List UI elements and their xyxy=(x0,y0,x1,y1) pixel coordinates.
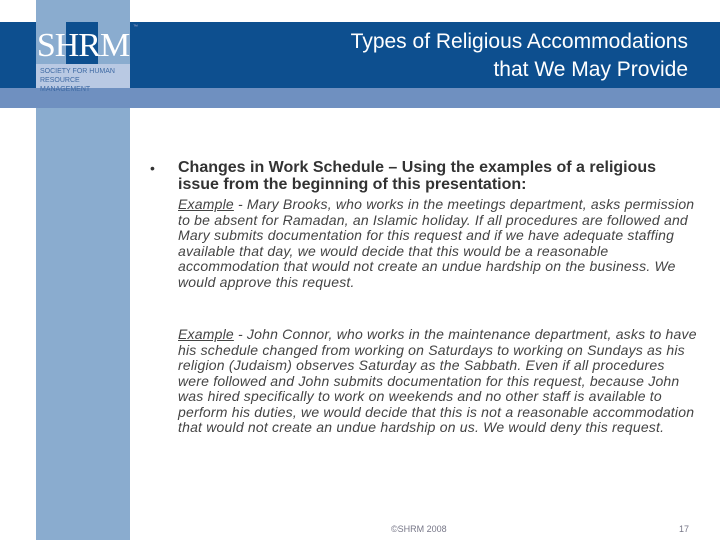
page-number: 17 xyxy=(679,524,690,534)
slide-title: Types of Religious Accommodations that We May Provide xyxy=(350,30,688,81)
logo-letters: SHRM xyxy=(36,27,130,64)
example-paragraph: Example - John Connor, who works in the maintenance department, asks to have his schedule changed from working on Saturdays to working on Sundays as his religion (Judaism) observes Saturday as the Sabbath. Even if all procedures were followed and John submits documentation for this request, because John was hired specifically to work on weekends and no other staff is available to perform his duties, we would decide that this is not a reasonable accommodation that would not create an undue hardship on us. We would deny this request. xyxy=(178,326,697,435)
bullet-heading: Changes in Work Schedule – Using the examples of a religious issue from the beginning of this presentation: xyxy=(178,159,657,193)
footer-copyright: ©SHRM 2008 xyxy=(391,524,447,534)
logo-subtitle: SOCIETY FOR HUMAN RESOURCE MANAGEMENT xyxy=(36,64,130,88)
shrm-logo xyxy=(36,22,130,93)
example-paragraph: Example - Mary Brooks, who works in the meetings department, asks permission to be absent for Ramadan, an Islamic holiday. If all procedures are followed and Mary submits documentation for this request and if we have adequate staffing available that day, we would decide that this would be a reasonable accommodation that would not create an undue hardship on the business. We would approve this request. xyxy=(178,196,695,290)
bullet-marker: • xyxy=(150,160,155,176)
trademark: ™ xyxy=(133,24,138,30)
